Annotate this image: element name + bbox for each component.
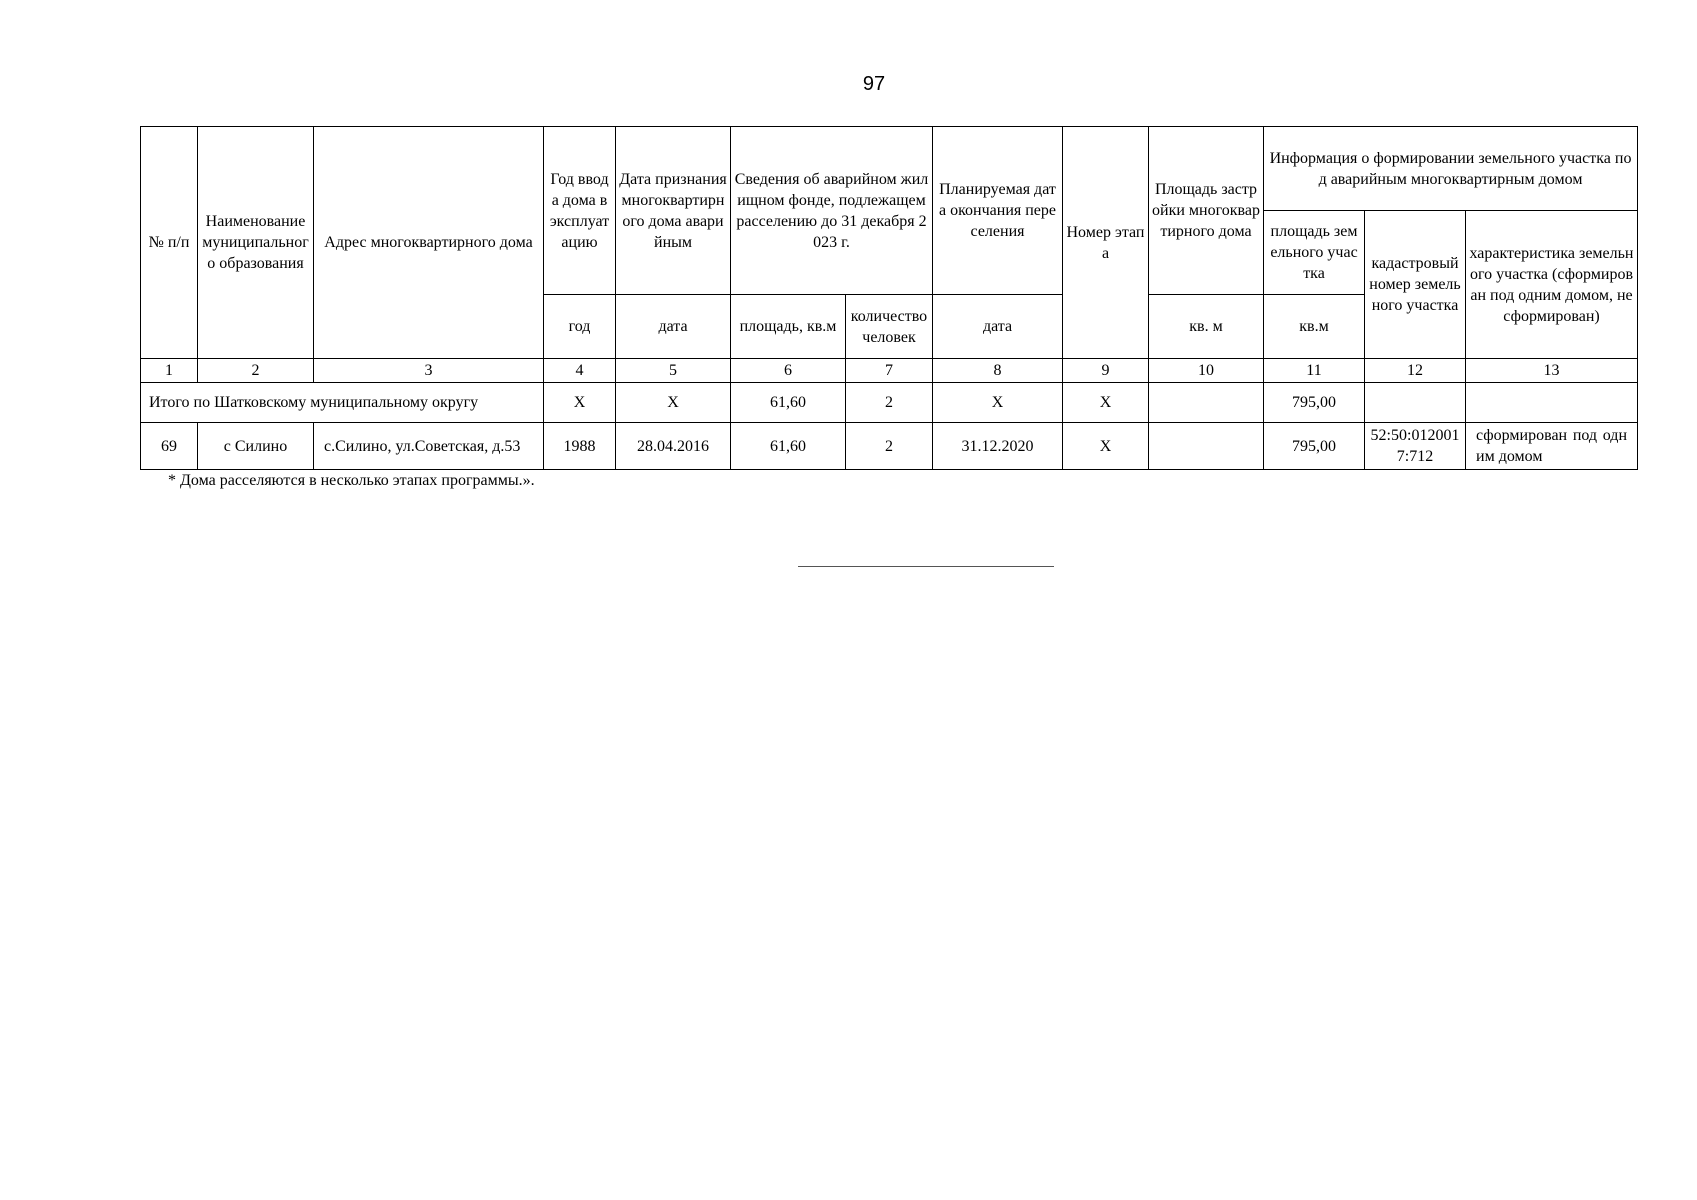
total-stage: X [1063,383,1149,423]
column-number: 4 [544,359,616,383]
row-date: 28.04.2016 [616,423,731,470]
column-number: 2 [198,359,314,383]
header-cadastral: кадастровый номер земельного участка [1365,211,1466,359]
unit-year: год [544,295,616,359]
footnote: * Дома расселяются в несколько этапах программы.». [168,472,535,489]
total-area: 61,60 [731,383,846,423]
column-number: 1 [141,359,198,383]
column-number: 10 [1149,359,1264,383]
row-area: 61,60 [731,423,846,470]
unit-area: площадь, кв.м [731,295,846,359]
header-recognition-date: Дата признания многоквартирного дома аварийным [616,127,731,295]
row-planned-date: 31.12.2020 [933,423,1063,470]
header-land-characteristic: характеристика земельного участка (сформирован под одним домом, не сформирован) [1466,211,1638,359]
header-municipality: Наименование муниципального образования [198,127,314,359]
unit-people: количество человек [846,295,933,359]
row-year: 1988 [544,423,616,470]
header-row-1 [141,127,1638,211]
total-label: Итого по Шатковскому муниципальному округу [141,383,544,423]
row-municipality: с Силино [198,423,314,470]
column-number: 13 [1466,359,1638,383]
unit-building-area: кв. м [1149,295,1264,359]
header-address: Адрес многоквартирного дома [314,127,544,359]
column-number: 11 [1264,359,1365,383]
column-number: 7 [846,359,933,383]
header-num: № п/п [141,127,198,359]
column-numbers-row [141,359,1638,383]
column-number: 5 [616,359,731,383]
unit-date: дата [616,295,731,359]
header-fund-info: Сведения об аварийном жилищном фонде, подлежащем расселению до 31 декабря 2023 г. [731,127,933,295]
total-land-area: 795,00 [1264,383,1365,423]
header-land-area: площадь земельного участка [1264,211,1365,295]
unit-land-area: кв.м [1264,295,1365,359]
column-number: 12 [1365,359,1466,383]
total-planned-date: X [933,383,1063,423]
row-num: 69 [141,423,198,470]
table-row [141,423,1638,470]
header-land-info: Информация о формировании земельного участка под аварийным многоквартирным домом [1264,127,1638,211]
total-row [141,383,1638,423]
header-planned-date: Планируемая дата окончания переселения [933,127,1063,295]
column-number: 6 [731,359,846,383]
total-building-area [1149,383,1264,423]
header-year-built: Год ввода дома в эксплуатацию [544,127,616,295]
total-people: 2 [846,383,933,423]
row-stage: X [1063,423,1149,470]
column-number: 9 [1063,359,1149,383]
row-address: с.Силино, ул.Советская, д.53 [314,423,544,470]
row-building-area [1149,423,1264,470]
total-year: X [544,383,616,423]
row-cadastral: 52:50:0120017:712 [1365,423,1466,470]
total-date: X [616,383,731,423]
row-land-characteristic: сформирован под одним домом [1466,423,1638,470]
row-people: 2 [846,423,933,470]
header-stage: Номер этапа [1063,127,1149,359]
total-cadastral [1365,383,1466,423]
total-land-characteristic [1466,383,1638,423]
column-number: 3 [314,359,544,383]
divider-line [798,566,1054,567]
page-number: 97 [862,73,886,95]
header-building-area: Площадь застройки многоквартирного дома [1149,127,1264,295]
column-number: 8 [933,359,1063,383]
unit-planned-date: дата [933,295,1063,359]
resettlement-table [140,126,1638,470]
row-land-area: 795,00 [1264,423,1365,470]
